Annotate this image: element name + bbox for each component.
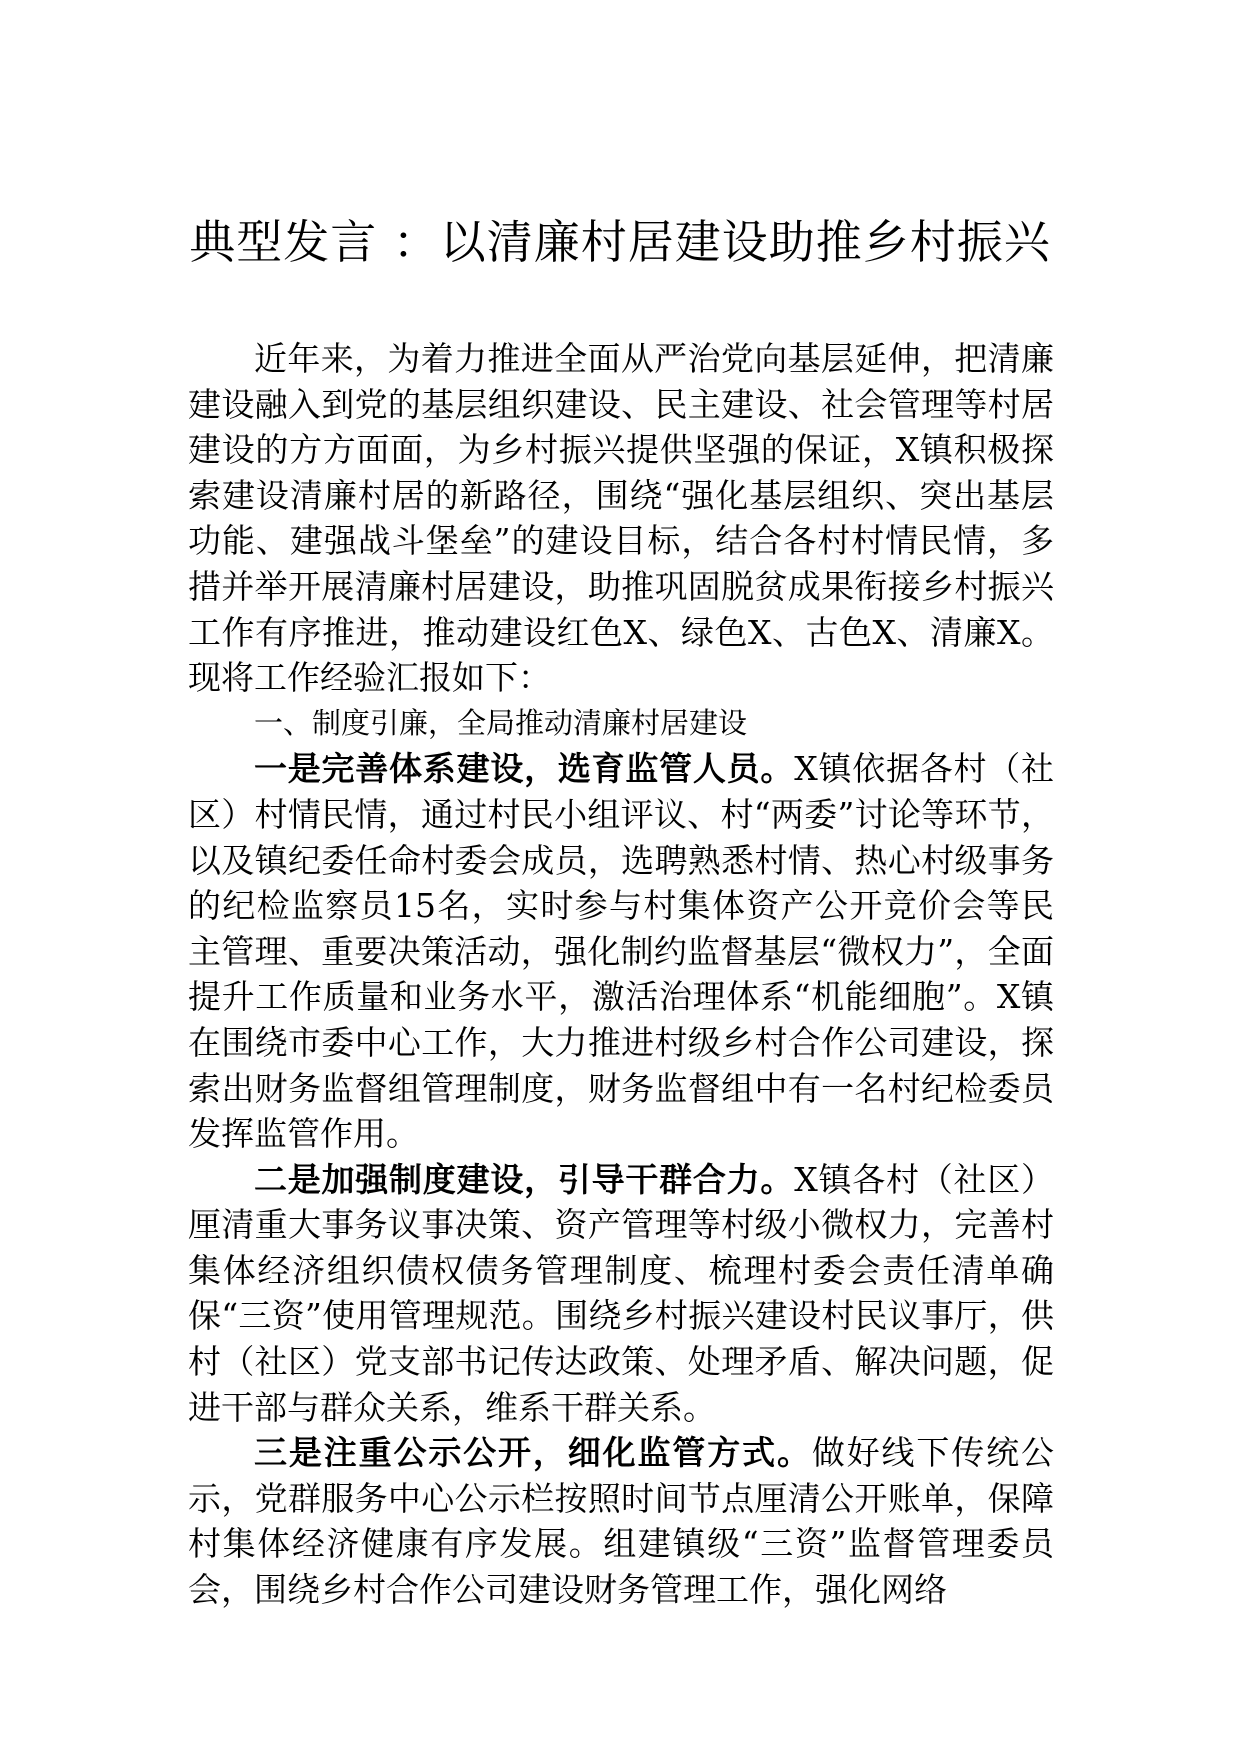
point-text: 做好线下传统公示，党群服务中心公示栏按照时间节点厘清公开账单，保障村集体经济健康有序发展。组建镇级“三资”监督管理委员会，围绕乡村合作公司建设财务管理工作，强化网络 bbox=[188, 1433, 1055, 1610]
section-heading: 一、制度引廉，全局推动清廉村居建设 bbox=[254, 705, 748, 740]
point-paragraph bbox=[188, 1157, 1054, 1431]
point-lead: 三是注重公示公开，细化监管方式。 bbox=[254, 1433, 812, 1473]
point-text: X镇各村（社区）厘清重大事务议事决策、资产管理等村级小微权力，完善村集体经济组织债权债务管理制度、梳理村委会责任清单确保“三资”使用管理规范。围绕乡村振兴建设村民议事厅，供村（社区）党支部书记传达政策、处理矛盾、解决问题，促进干部与群众关系，维系干群关系。 bbox=[188, 1159, 1055, 1427]
point-paragraph bbox=[188, 1430, 1054, 1612]
document-body bbox=[188, 336, 1054, 1613]
point-text: X镇依据各村（社区）村情民情，通过村民小组评议、村“两委”讨论等环节，以及镇纪委任命村委会成员，选聘熟悉村情、热心村级事务的纪检监察员15名，实时参与村集体资产公开竞价会等民主管理、重要决策活动，强化制约监督基层“微权力”，全面提升工作质量和业务水平，激活治理体系“机能细胞”。X镇在围绕市委中心工作，大力推进村级乡村合作公司建设，探索出财务监督组管理制度，财务监督组中有一名村纪检委员发挥监管作用。 bbox=[188, 749, 1055, 1154]
point-lead: 二是加强制度建设，引导干群合力。 bbox=[254, 1159, 795, 1199]
intro-paragraph: 近年来，为着力推进全面从严治党向基层延伸，把清廉建设融入到党的基层组织建设、民主建设、社会管理等村居建设的方方面面，为乡村振兴提供坚强的保证，X镇积极探索建设清廉村居的新路径，围绕“强化基层组织、突出基层功能、建强战斗堡垒”的建设目标，结合各村村情民情，多措并举开展清廉村居建设，助推巩固脱贫成果衔接乡村振兴工作有序推进，推动建设红色X、绿色X、古色X、清廉X。现将工作经验汇报如下： bbox=[188, 339, 1054, 698]
point-paragraph bbox=[188, 746, 1054, 1156]
page-title: 典型发言 ：以清廉村居建设助推乡村振兴 bbox=[189, 215, 1051, 269]
point-lead: 一是完善体系建设，选育监管人员。 bbox=[254, 749, 795, 789]
